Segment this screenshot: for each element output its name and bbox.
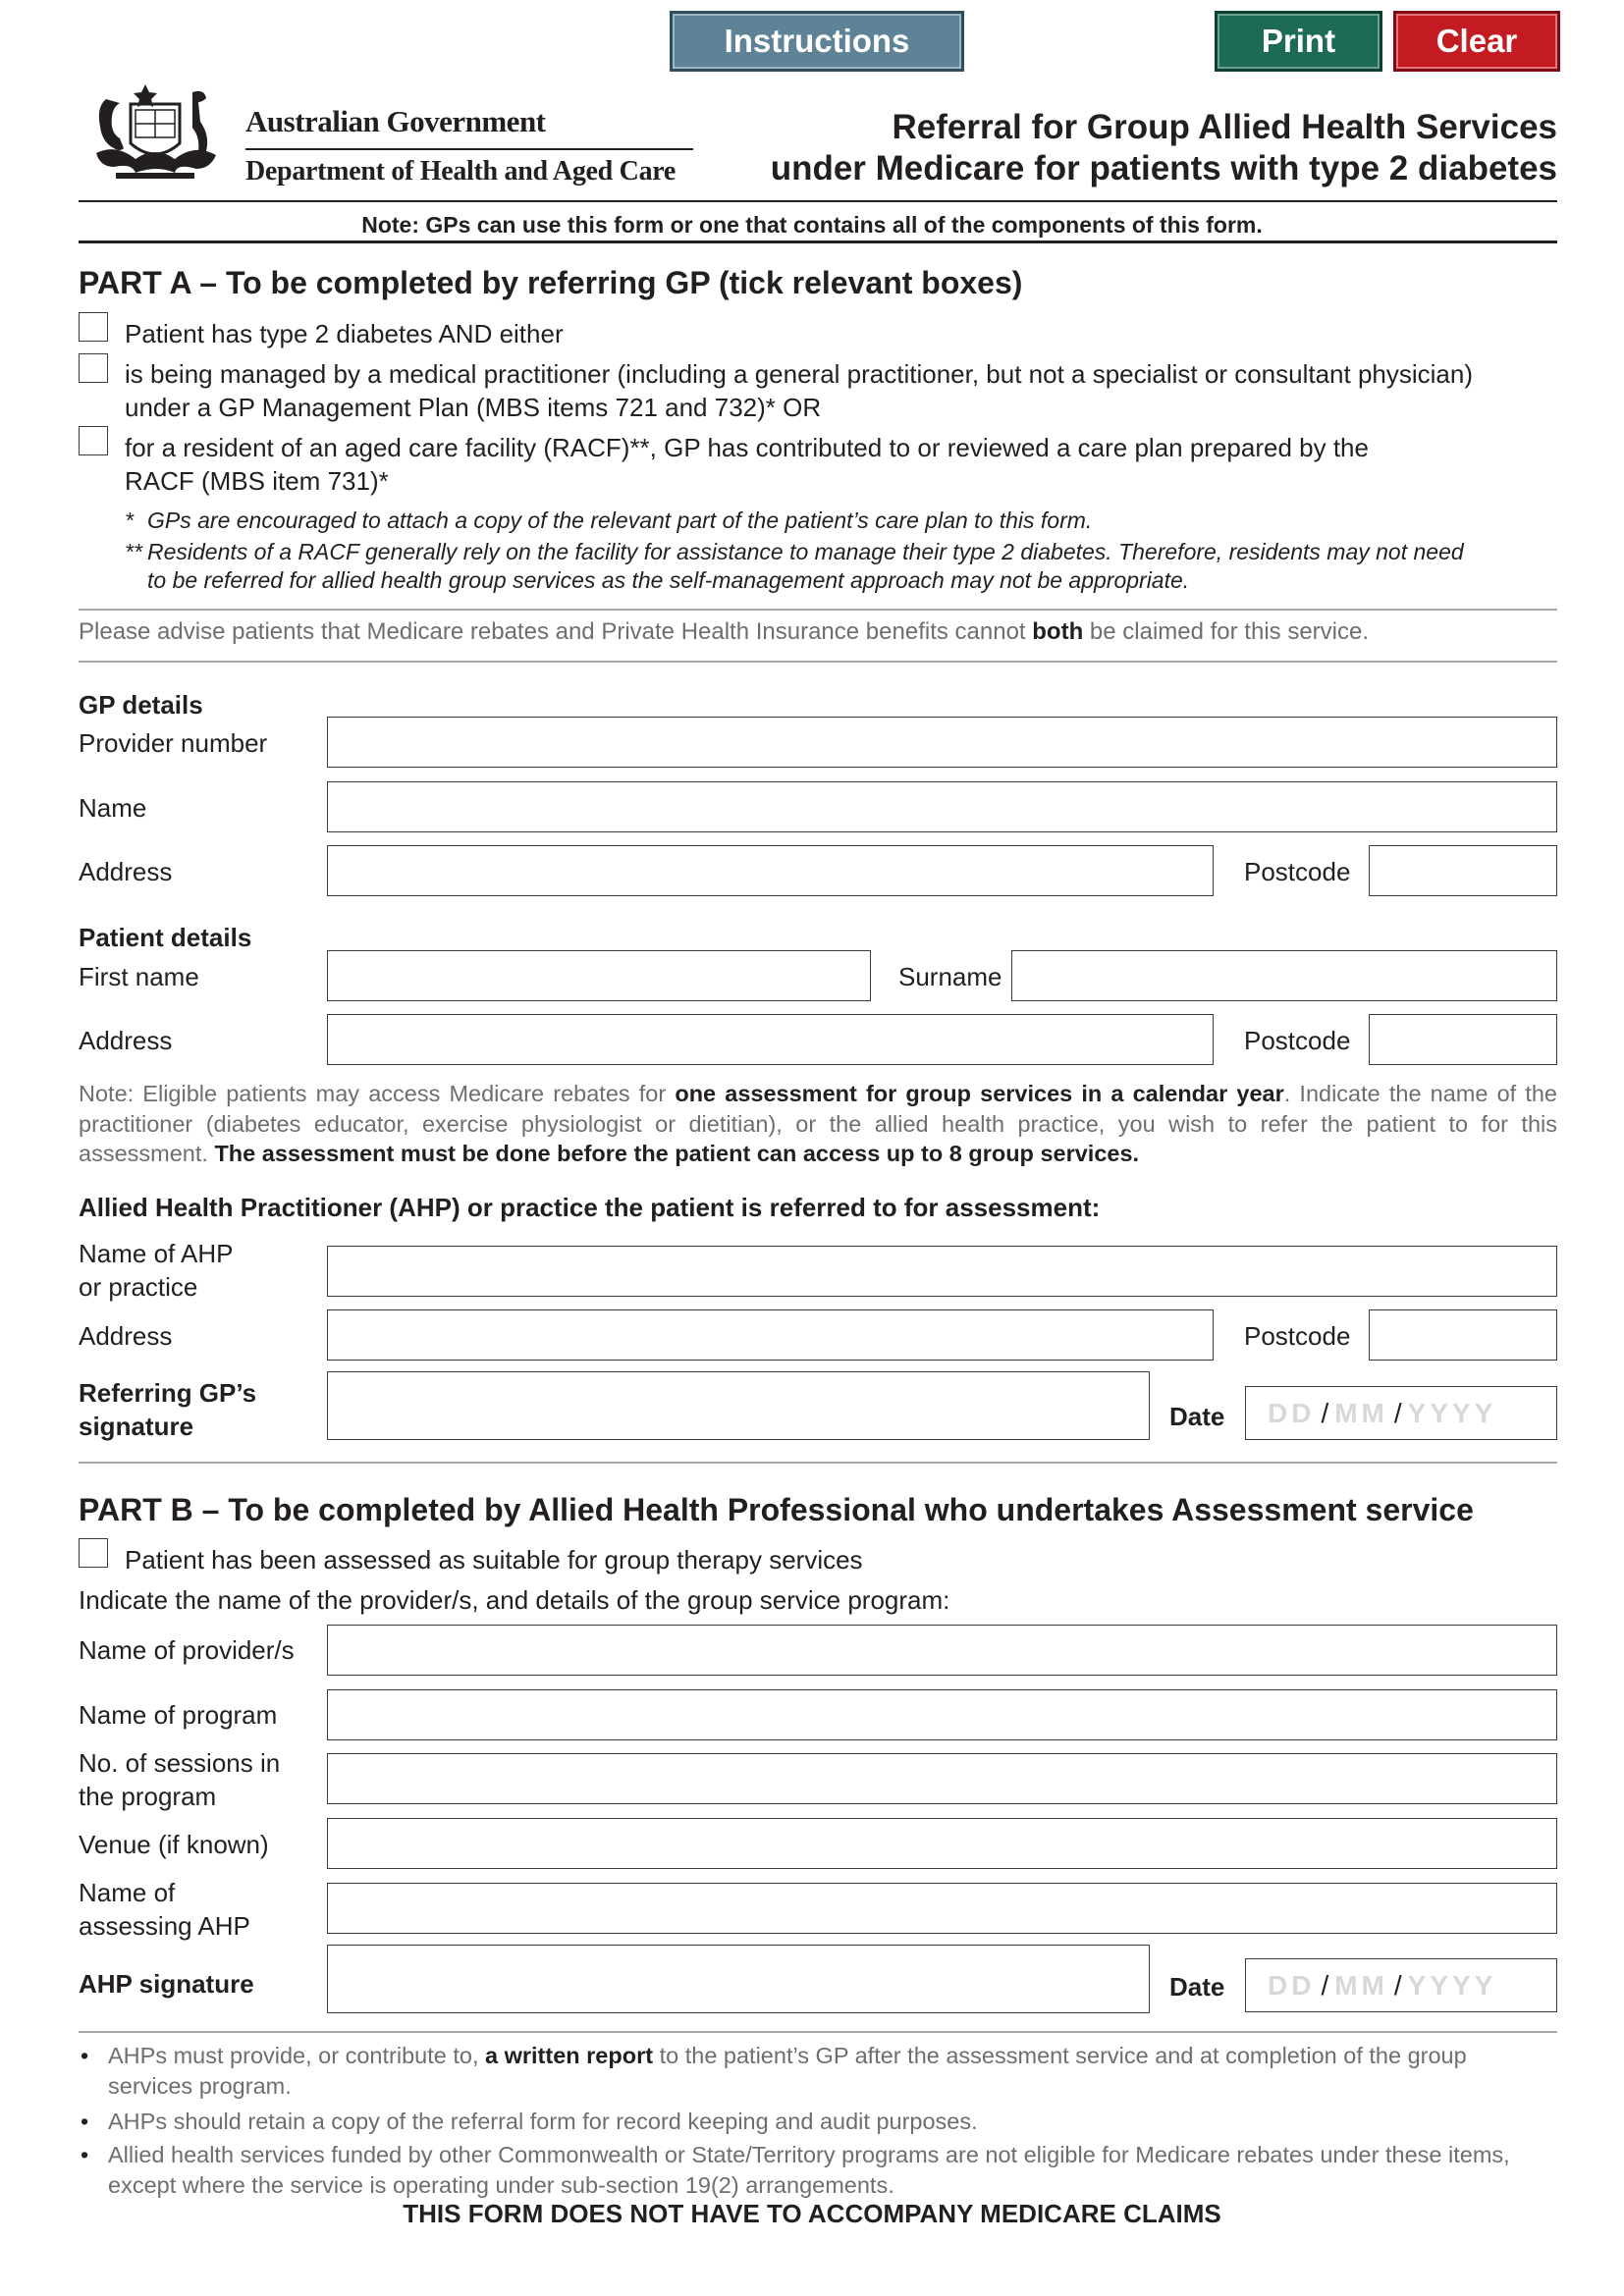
date-separator: / (1393, 1969, 1402, 2001)
ahp-postcode-field[interactable] (1369, 1309, 1557, 1361)
gp-postcode-field[interactable] (1369, 845, 1557, 896)
check-racf-label-line2: RACF (MBS item 731)* (125, 466, 389, 496)
footnote2-mark: ** (125, 539, 142, 564)
gp-address-field[interactable] (327, 845, 1214, 896)
assessed-suitable-label: Patient has been assessed as suitable for group therapy services (125, 1545, 863, 1575)
gp-date-label: Date (1169, 1402, 1225, 1431)
bullet-retain-copy: • AHPs should retain a copy of the referral form for record keeping and audit purposes. (79, 2107, 1557, 2137)
date-separator: / (1321, 1969, 1329, 2001)
gp-postcode-label: Postcode (1244, 857, 1351, 886)
part-a-heading: PART A – To be completed by referring GP (tick relevant boxes) (79, 265, 1023, 300)
bullet-written-report: • AHPs must provide, or contribute to, a written report to the patient’s GP after the assessment service and at completion of the group services program. (81, 2043, 1467, 2099)
header-rule-top (79, 200, 1557, 202)
ahp-signature-label: AHP signature (79, 1969, 254, 1999)
department-name: Department of Health and Aged Care (245, 156, 677, 187)
venue-label: Venue (if known) (79, 1830, 269, 1859)
ahp-name-label-line2: or practice (79, 1272, 198, 1302)
divider (79, 2031, 1557, 2033)
ahp-date-label: Date (1169, 1972, 1225, 2002)
ahp-address-label: Address (79, 1321, 173, 1351)
rebate-advice: Please advise patients that Medicare rebates and Private Health Insurance benefits cannot both be claimed for this service. (79, 618, 1370, 645)
providers-field[interactable] (327, 1625, 1557, 1676)
patient-postcode-label: Postcode (1244, 1026, 1351, 1055)
date-separator: / (1393, 1397, 1402, 1428)
ahp-signature-field[interactable] (327, 1945, 1150, 2013)
footnote1: GPs are encouraged to attach a copy of the relevant part of the patient’s care plan to this form. (147, 507, 1093, 533)
surname-field[interactable] (1011, 950, 1557, 1001)
gp-name-field[interactable] (327, 781, 1557, 832)
assessing-ahp-label-line2: assessing AHP (79, 1911, 250, 1941)
form-title-line1: Referral for Group Allied Health Services (892, 108, 1557, 146)
bullet-icon: • (81, 2109, 89, 2134)
patient-details-heading: Patient details (79, 923, 252, 952)
divider (79, 609, 1557, 611)
gp-signature-field[interactable] (327, 1371, 1150, 1440)
bullet-other-programs: • Allied health services funded by other Commonwealth or State/Territory programs are not eligible for Medicare rebates under these items, except where the service is operating under sub-section 19(2) arrangements. (81, 2142, 1510, 2198)
gp-name-label: Name (79, 793, 147, 823)
ahp-address-field[interactable] (327, 1309, 1214, 1361)
providers-label: Name of provider/s (79, 1635, 295, 1665)
date-mm-placeholder: MM (1334, 1969, 1388, 2001)
header-divider (245, 148, 693, 150)
gp-signature-label-line1: Referring GP’s (79, 1378, 257, 1408)
ahp-assessment-heading: Allied Health Practitioner (AHP) or practice the patient is referred to for assessment: (79, 1193, 1101, 1222)
header-rule-bottom (79, 240, 1557, 243)
check-racf-label-line1: for a resident of an aged care facility (RACF)**, GP has contributed to or reviewed a care plan prepared by the (125, 433, 1369, 462)
ahp-date-field[interactable] (1245, 1958, 1557, 2012)
patient-address-field[interactable] (327, 1014, 1214, 1065)
gp-signature-label-line2: signature (79, 1412, 194, 1441)
part-b-heading: PART B – To be completed by Allied Health Professional who undertakes Assessment service (79, 1492, 1474, 1527)
bullet-icon: • (81, 2142, 89, 2167)
coat-of-arms-icon (77, 75, 234, 190)
divider (79, 661, 1557, 663)
gp-details-heading: GP details (79, 690, 203, 720)
checkbox-type2-diabetes[interactable] (79, 312, 108, 342)
patient-postcode-field[interactable] (1369, 1014, 1557, 1065)
footnote1-mark: * (125, 507, 134, 533)
first-name-field[interactable] (327, 950, 871, 1001)
first-name-label: First name (79, 962, 199, 991)
government-name: Australian Government (245, 104, 546, 138)
sessions-field[interactable] (327, 1753, 1557, 1804)
footnote2-line2: to be referred for allied health group services as the self-management approach may not be appropriate. (147, 567, 1190, 593)
checkbox-assessed-suitable[interactable] (79, 1538, 108, 1568)
ahp-name-label-line1: Name of AHP (79, 1239, 234, 1268)
print-button[interactable]: Print (1215, 11, 1382, 72)
date-dd-placeholder: DD (1268, 1969, 1316, 2001)
venue-field[interactable] (327, 1818, 1557, 1869)
gp-note: Note: GPs can use this form or one that contains all of the components of this form. (361, 212, 1263, 238)
provider-number-field[interactable] (327, 717, 1557, 768)
assessing-ahp-label-line1: Name of (79, 1878, 176, 1907)
bullet-icon: • (81, 2043, 89, 2068)
check-gp-plan-label-line1: is being managed by a medical practitioner (including a general practitioner, but not a specialist or consultant physician) (125, 359, 1473, 389)
divider (79, 1462, 1557, 1464)
date-yyyy-placeholder: YYYY (1407, 1969, 1497, 2001)
eligibility-note: Note: Eligible patients may access Medicare rebates for one assessment for group services in a calendar year. Indicate the name of the practitioner (diabetes educator, exercise physiologist or dietitian), or the allied health practice, you wish to refer the patient to for this assessment. The assessment must be done before the patient can access up to 8 group services. (79, 1081, 1557, 1166)
gp-address-label: Address (79, 857, 173, 886)
date-dd-placeholder: DD (1268, 1397, 1316, 1428)
sessions-label-line2: the program (79, 1782, 217, 1811)
assessing-ahp-field[interactable] (327, 1883, 1557, 1934)
footer-notice: THIS FORM DOES NOT HAVE TO ACCOMPANY MEDICARE CLAIMS (403, 2199, 1221, 2228)
surname-label: Surname (898, 962, 1002, 991)
date-mm-placeholder: MM (1334, 1397, 1388, 1428)
ahp-name-field[interactable] (327, 1246, 1557, 1297)
instructions-button[interactable]: Instructions (670, 11, 964, 72)
clear-button[interactable]: Clear (1393, 11, 1560, 72)
footnote2-line1: Residents of a RACF generally rely on the facility for assistance to manage their type 2 diabetes. Therefore, residents may not need (147, 539, 1464, 564)
date-yyyy-placeholder: YYYY (1407, 1397, 1497, 1428)
date-separator: / (1321, 1397, 1329, 1428)
provider-number-label: Provider number (79, 728, 268, 758)
sessions-label-line1: No. of sessions in (79, 1748, 281, 1778)
program-field[interactable] (327, 1689, 1557, 1740)
program-label: Name of program (79, 1700, 278, 1730)
form-title-line2: under Medicare for patients with type 2 diabetes (770, 149, 1557, 187)
indicate-instruction: Indicate the name of the provider/s, and details of the group service program: (79, 1585, 950, 1615)
check-gp-plan-label-line2: under a GP Management Plan (MBS items 721 and 732)* OR (125, 393, 822, 422)
checkbox-gp-management-plan[interactable] (79, 353, 108, 383)
gp-date-field[interactable] (1245, 1386, 1557, 1440)
checkbox-racf-care-plan[interactable] (79, 426, 108, 455)
check-type2-diabetes-label: Patient has type 2 diabetes AND either (125, 319, 564, 348)
ahp-postcode-label: Postcode (1244, 1321, 1351, 1351)
patient-address-label: Address (79, 1026, 173, 1055)
